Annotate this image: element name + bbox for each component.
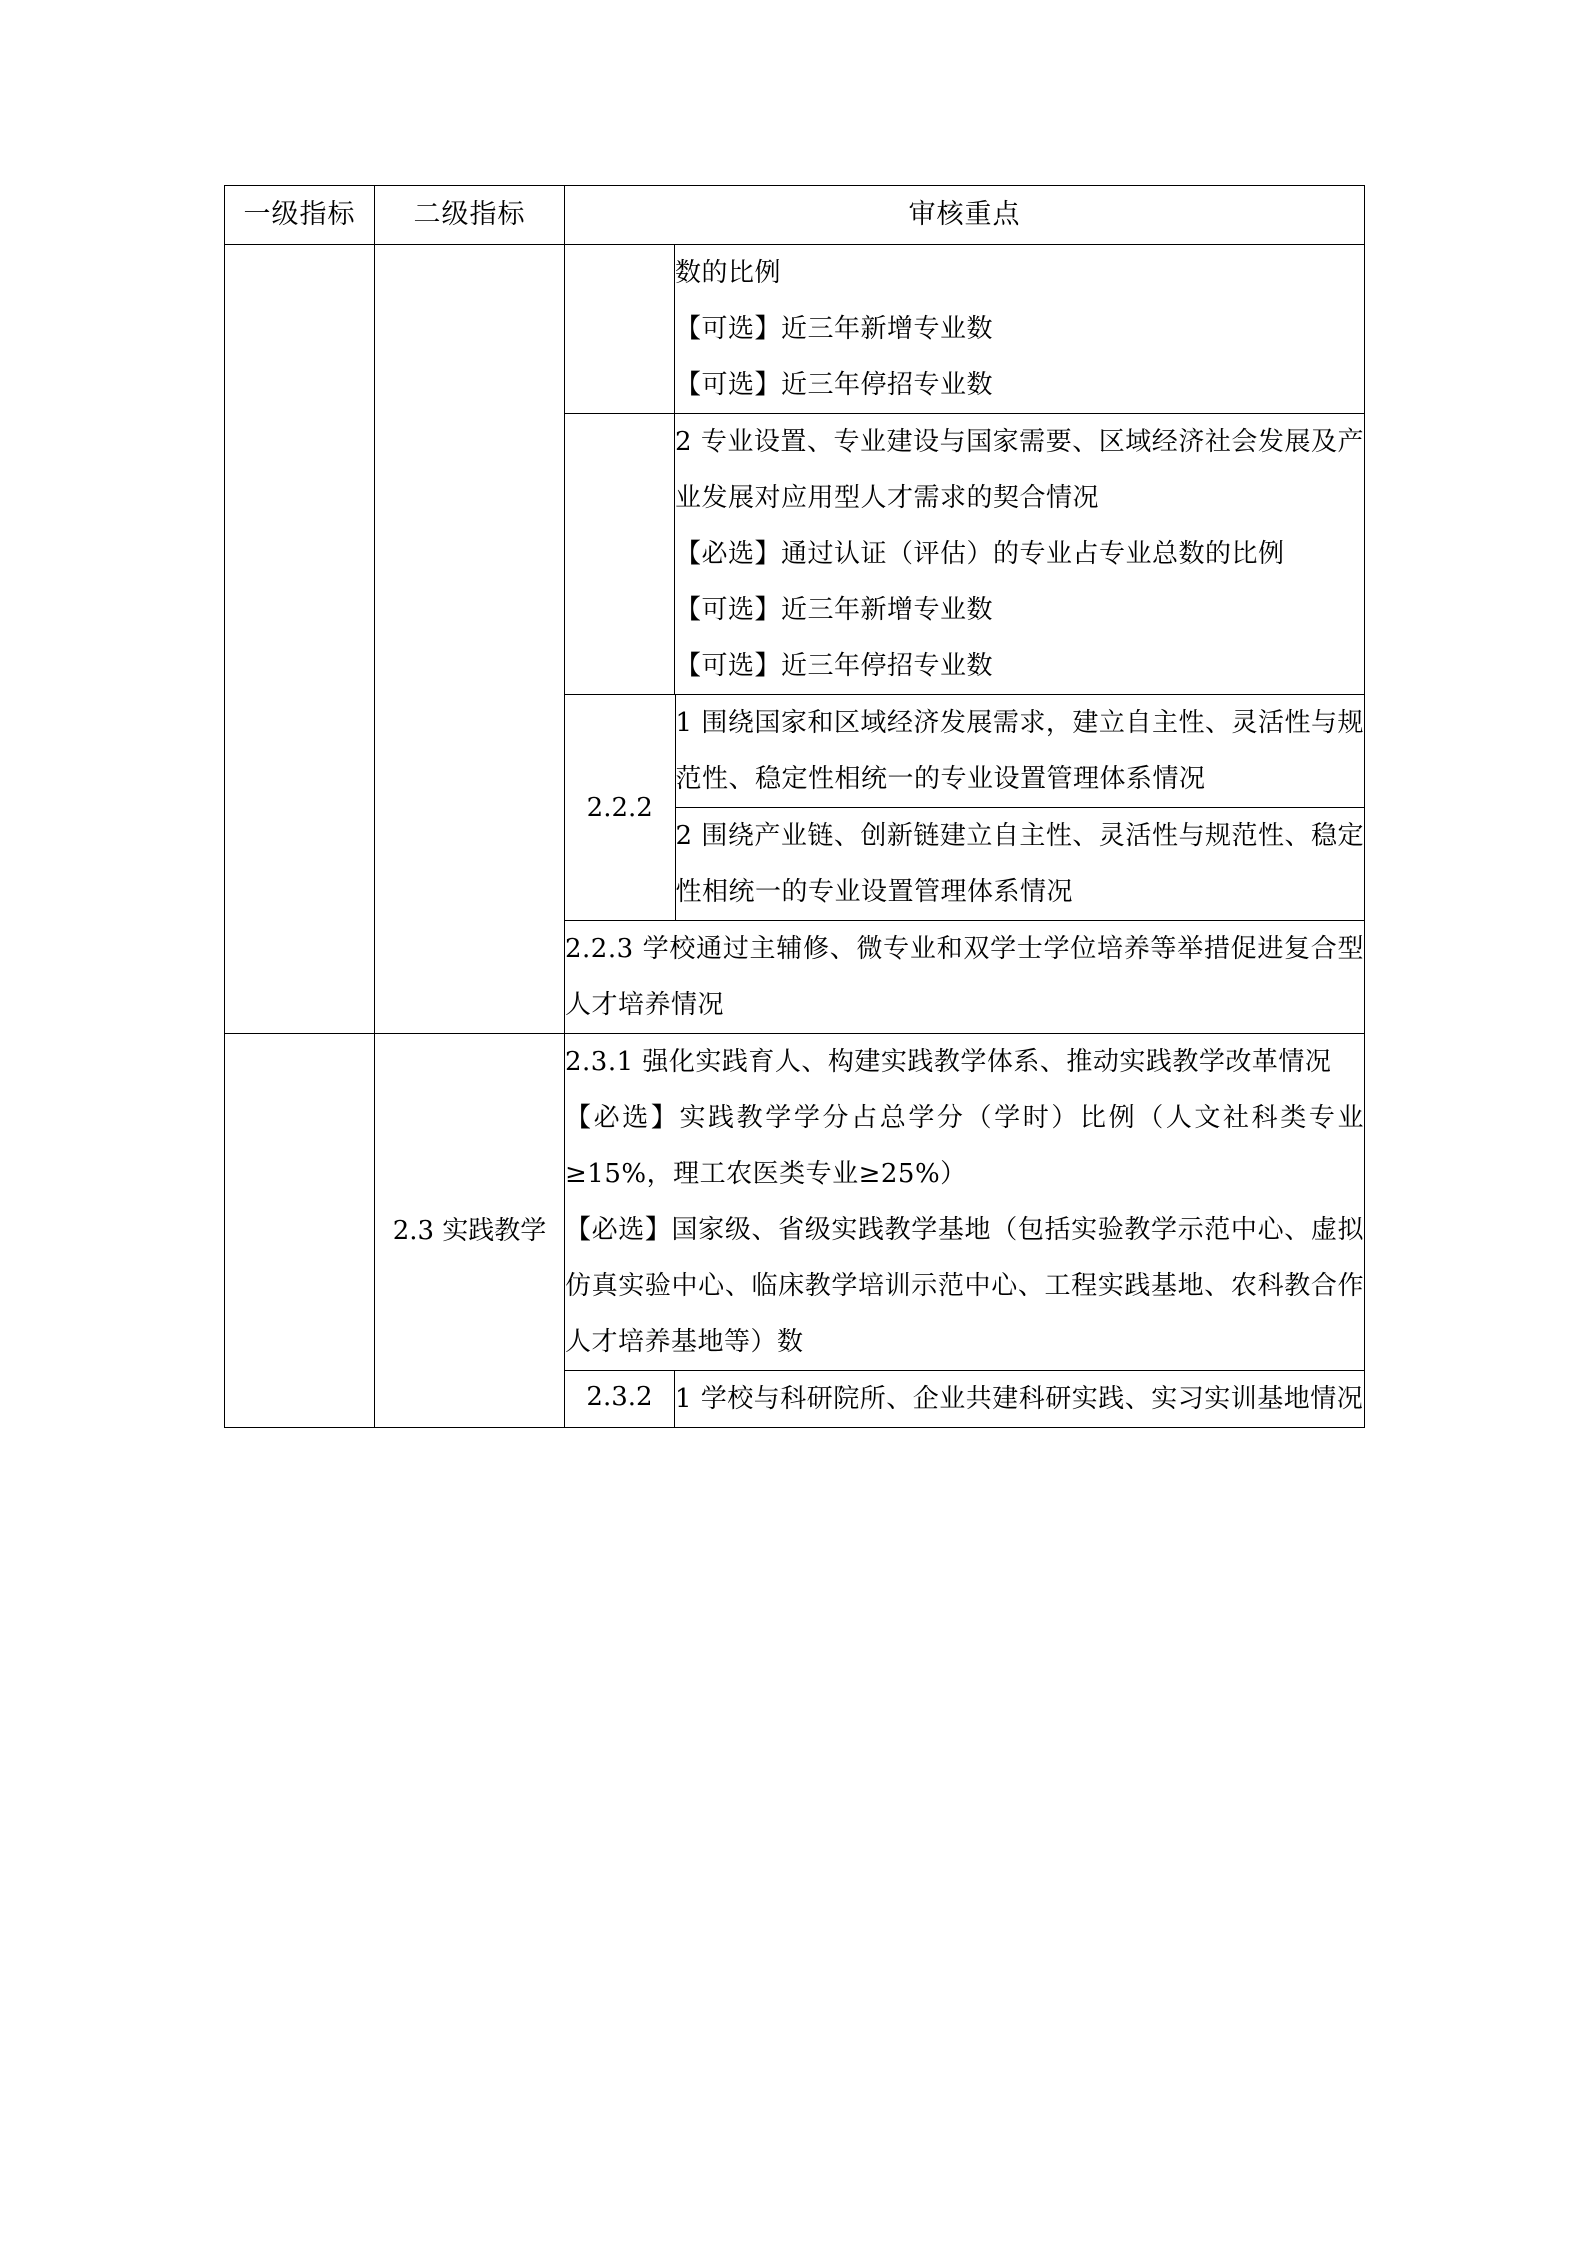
focus-cell-3-wrapper bbox=[565, 695, 1365, 921]
header-review-focus: 审核重点 bbox=[565, 186, 1365, 245]
focus-cell-232: 1 学校与科研院所、企业共建科研实践、实习实训基地情况 bbox=[675, 1371, 1365, 1428]
focus-line: 2 专业设置、专业建设与国家需要、区域经济社会发展及产业发展对应用型人才需求的契合情况 bbox=[675, 427, 1364, 513]
level2-cell-empty bbox=[375, 245, 565, 1034]
focus-cell-231 bbox=[565, 1034, 1365, 1371]
focus-line: 【必选】通过认证（评估）的专业占专业总数的比例 bbox=[675, 539, 1285, 569]
focus-line: 【可选】近三年停招专业数 bbox=[675, 651, 994, 681]
table-row bbox=[225, 1034, 1365, 1371]
review-criteria-table bbox=[224, 185, 1365, 1428]
level1-cell-empty bbox=[225, 245, 375, 1034]
header-level1: 一级指标 bbox=[225, 186, 375, 245]
code-cell-222: 2.2.2 bbox=[565, 695, 675, 920]
level2-cell-practice-teaching: 2.3 实践教学 bbox=[375, 1034, 565, 1428]
focus-line: 【必选】实践教学学分占总学分（学时）比例（人文社科类专业≥15%，理工农医类专业≥25%） bbox=[565, 1103, 1364, 1189]
focus-line: 【可选】近三年新增专业数 bbox=[675, 314, 994, 344]
focus-cell-1 bbox=[675, 245, 1365, 414]
focus-cell-223: 2.2.3 学校通过主辅修、微专业和双学士学位培养等举措促进复合型人才培养情况 bbox=[565, 921, 1365, 1034]
table-header-row bbox=[225, 186, 1365, 245]
focus-line: 1 围绕国家和区域经济发展需求，建立自主性、灵活性与规范性、稳定性相统一的专业设置管理体系情况 bbox=[675, 695, 1364, 808]
focus-line: 2.3.1 强化实践育人、构建实践教学体系、推动实践教学改革情况 bbox=[565, 1047, 1332, 1077]
focus-line: 【必选】国家级、省级实践教学基地（包括实验教学示范中心、虚拟仿真实验中心、临床教学培训示范中心、工程实践基地、农科教合作人才培养基地等）数 bbox=[565, 1215, 1364, 1357]
table-row bbox=[225, 245, 1365, 414]
code-cell-empty-2 bbox=[565, 414, 675, 695]
code-cell-232: 2.3.2 bbox=[565, 1371, 675, 1428]
code-cell-empty-1 bbox=[565, 245, 675, 414]
header-level2: 二级指标 bbox=[375, 186, 565, 245]
focus-line: 【可选】近三年新增专业数 bbox=[675, 595, 994, 625]
focus-line: 2 围绕产业链、创新链建立自主性、灵活性与规范性、稳定性相统一的专业设置管理体系情况 bbox=[675, 821, 1364, 907]
focus-line: 数的比例 bbox=[675, 258, 782, 288]
focus-line: 【可选】近三年停招专业数 bbox=[675, 370, 994, 400]
level1-cell-empty-2 bbox=[225, 1034, 375, 1428]
focus-cell-2 bbox=[675, 414, 1365, 695]
